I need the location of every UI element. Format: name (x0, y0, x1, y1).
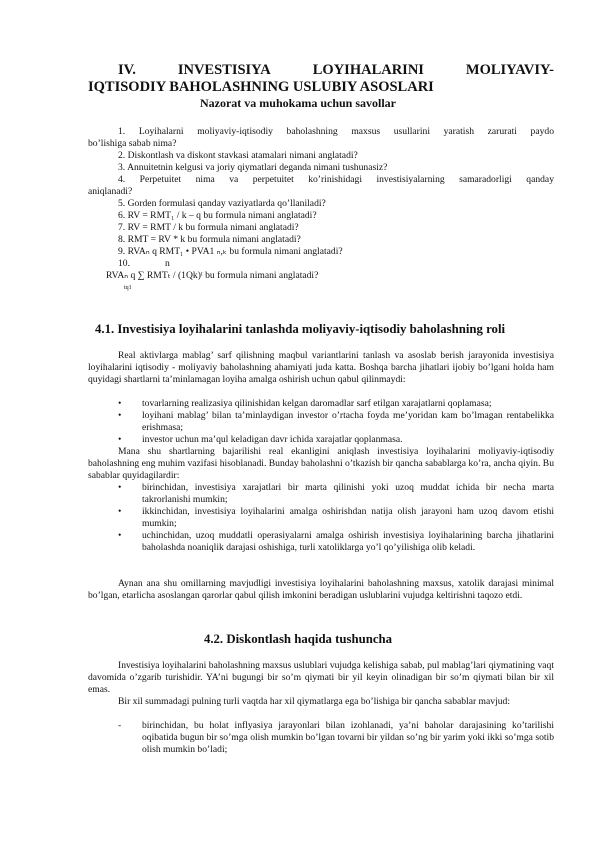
question-item: 7. RV = RMT / k bu formula nimani anglatadi? (118, 222, 299, 233)
question-item: 2. Diskontlash va diskont stavkasi atamalari nimani anglatadi? (118, 150, 358, 161)
bullet-icon: • (118, 482, 122, 493)
paragraph: Real aktivlarga mablag’ sarf qilishning maqbul variantlarini tanlash va asoslab berish jarayonida investisiya loyihalarini iqtisodiy - moliyaviy baholashning ahamiyati juda katta. Boshqa barcha jihatlari ijobiy bo’lgani holda ham quyidagi shartlarni ta’minlamagan loyiha amalga oshirish uchun qabul qilinmaydi: (88, 350, 554, 385)
question-item: 1. Loyihalarni moliyaviy-iqtisodiy baholashning maxsus usullarini yaratish zarurati paydo bo’lishiga sabab nima? (88, 126, 554, 149)
section-heading: 4.1. Investisiya loyihalarini tanlashda moliyaviy-iqtisodiy baholashning roli (95, 322, 506, 336)
question-number: 10. (118, 258, 130, 269)
question-item: 9. RVAₙ q RMT₁ • PVA1 ₙ,ₖ bu formula nimani anglatadi? (118, 246, 343, 257)
dash-icon: - (118, 720, 122, 731)
bullet-list (88, 398, 554, 446)
chapter-word: INVESTISIYA (177, 62, 271, 78)
formula-text: RVAₙ q ∑ RMTₜ / (1Qk)ᵗ bu formula nimani anglatadi? (106, 270, 319, 281)
chapter-title-line2: IQTISODIY BAHOLASHNING USLUBIY ASOSLARI (88, 79, 434, 95)
question-item: 4. Perpetuitet nima va perpetuitet ko’rinishidagi investisiyalarning samaradorligi qanday aniqlanadi? (88, 174, 554, 197)
list-item: • loyihani mablag’ bilan ta’minlaydigan investor o’rtacha foyda me’yoridan kam bo’lmagan rentabelikka erishmasa; (118, 410, 554, 433)
section-heading: 4.2. Diskontlash haqida tushuncha (203, 632, 393, 646)
chapter-number: IV. (118, 62, 136, 78)
question-item: 5. Gorden formulasi qanday vaziyatlarda qo’llaniladi? (118, 198, 326, 209)
chapter-title-line1 (118, 62, 554, 79)
question-list (88, 126, 554, 291)
paragraph: Investisiya loyihalarini baholashning maxsus uslublari vujudga kelishiga sabab, pul mablag’lari qiymatining vaqt davomida o’zgarib turishidir. YA’ni bugungi bir so’m qiymati bir yil keyin olinadigan bir so’m qiymati bilan bir xil emas. (88, 660, 554, 695)
list-item: • investor uchun ma’qul keladigan davr ichida xarajatlar qoplanmasa. (118, 434, 403, 445)
chapter-word: MOLIYAVIY- (465, 62, 554, 78)
bullet-icon: • (118, 434, 122, 445)
sum-upper-limit: n (165, 258, 170, 269)
list-item: • ikkinchidan, investisiya loyihalarini amalga oshirishdan natija olish jarayoni ham uzoq davom etishi mumkin; (118, 506, 554, 529)
question-item: 8. RMT = RV * k bu formula nimani anglatadi? (118, 234, 301, 245)
list-item: • tovarlarning realizasiya qilinishidan kelgan daromadlar sarf etilgan xarajatlarni qoplamasa; (118, 398, 492, 409)
question-item: 6. RV = RMT₁ / k – q bu formula nimani anglatadi? (118, 210, 317, 221)
dash-list (88, 720, 554, 756)
bullet-icon: • (118, 410, 122, 421)
question-item-formula (88, 258, 554, 291)
bullet-icon: • (118, 398, 122, 409)
list-item: • birinchidan, investisiya xarajatlari bir marta qilinishi yoki uzoq muddat ichida bir necha marta takrorlanishi mumkin; (118, 482, 554, 505)
bullet-icon: • (118, 530, 122, 541)
paragraph: Bir xil summadagi pulning turli vaqtda har xil qiymatlarga ega bo’lishiga bir qancha sabablar mavjud: (118, 696, 511, 707)
question-item: 3. Annuitetnin kelgusi va joriy qiymatlari deganda nimani tushunasiz? (118, 162, 388, 173)
bullet-icon: • (118, 506, 122, 517)
chapter-title (88, 62, 554, 95)
questions-heading: Nazorat va muhokama uchun savollar (199, 96, 396, 110)
list-item: - birinchidan, bu holat inflyasiya jarayonlari bilan izohlanadi, ya’ni baholar darajasining ko’tarilishi oqibatida bugun bir so’mga olish mumkin bo’lgan tovarni bir yildan so’ng bir yarim yoki ikki so’mga sotib olish mumkin bo’ladi; (118, 720, 554, 755)
bullet-list (88, 482, 554, 554)
paragraph: Aynan ana shu omillarning mavjudligi investisiya loyihalarini baholashning maxsus, xatolik darajasi minimal bo’lgan, etarlicha asoslangan qarorlar qabul qilish imkonini beradigan uslublarini vujudga keltirishni taqozo etdi. (88, 578, 554, 601)
chapter-word: LOYIHALARINI (312, 62, 424, 78)
paragraph: Mana shu shartlarning bajarilishi real ekanligini aniqlash investisiya loyihalarini moliyaviy-iqtisodiy baholashning eng muhim vazifasi hisoblanadi. Bunday baholashni o’tkazish bir qancha sabablarga ko’ra, ancha qiyin. Bu sabablar quyidagilardir: (88, 446, 554, 481)
list-item: • uchinchidan, uzoq muddatli operasiyalarni amalga oshirish investisiya loyihalarining barcha jihatlarini baholashda noaniqlik darajasi oshishiga, turli xatoliklarga yo’l qo’yilishiga olib keladi. (118, 530, 554, 553)
sum-lower-limit: tq1 (124, 285, 132, 291)
